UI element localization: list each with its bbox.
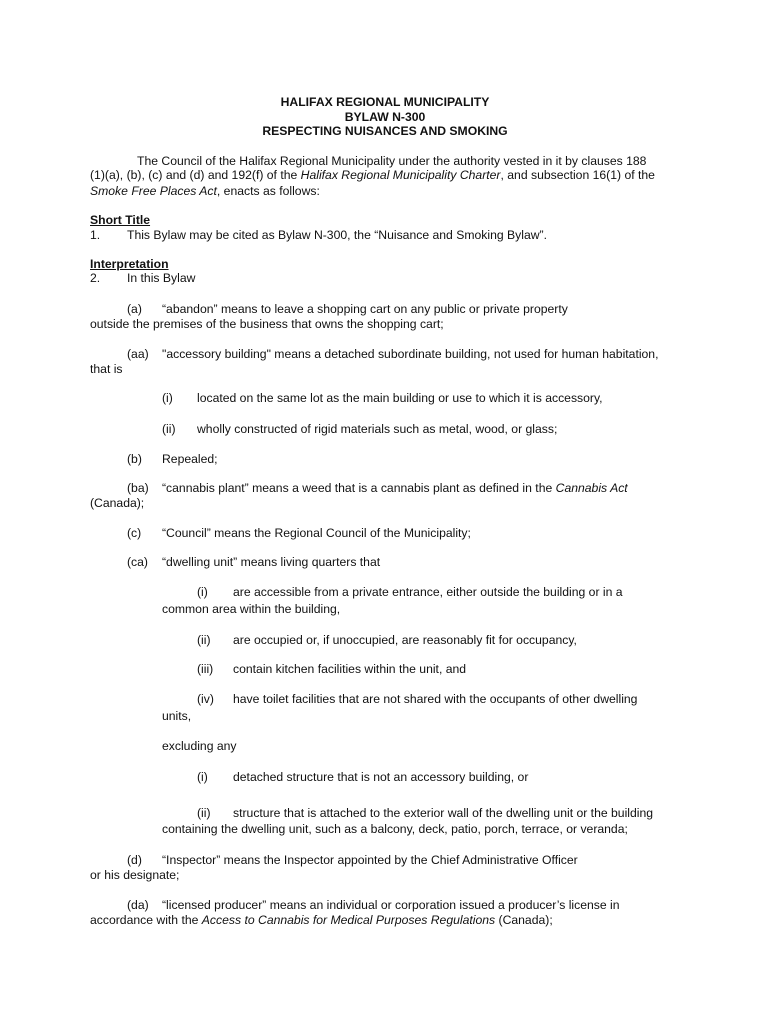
preamble-line-2: (1)(a), (b), (c) and (d) and 192(f) of the Halifax Regional Municipality Charter, and subsection 16(1) of the bbox=[90, 168, 655, 182]
def-d-line-1: “Inspector” means the Inspector appointed by the Chief Administrative Officer bbox=[162, 853, 578, 867]
section-2-number: 2. bbox=[90, 271, 101, 285]
def-aa-label: (aa) bbox=[127, 347, 149, 361]
def-ca-text: “dwelling unit” means living quarters that bbox=[162, 555, 381, 569]
def-ca-iv-line-2: units, bbox=[162, 709, 192, 723]
excl-ii-line-1: structure that is attached to the exterior wall of the dwelling unit or the building bbox=[233, 806, 654, 820]
excl-i-label: (i) bbox=[197, 770, 208, 784]
def-ca-ii-text: are occupied or, if unoccupied, are reasonably fit for occupancy, bbox=[233, 633, 577, 647]
def-aa-ii-label: (ii) bbox=[162, 422, 176, 436]
def-b-label: (b) bbox=[127, 452, 142, 466]
section-2-text: In this Bylaw bbox=[127, 271, 196, 285]
short-title-heading: Short Title bbox=[90, 213, 151, 227]
section-1-number: 1. bbox=[90, 228, 101, 242]
def-a-label: (a) bbox=[127, 302, 142, 316]
def-aa-i-text: located on the same lot as the main building or use to which it is accessory, bbox=[197, 391, 603, 405]
excl-ii-label: (ii) bbox=[197, 806, 211, 820]
def-ca-iii-text: contain kitchen facilities within the unit, and bbox=[233, 662, 467, 676]
def-da-line-2: accordance with the Access to Cannabis for Medical Purposes Regulations (Canada); bbox=[90, 913, 553, 927]
def-c-label: (c) bbox=[127, 526, 142, 540]
def-d-line-2: or his designate; bbox=[90, 868, 180, 882]
interpretation-heading: Interpretation bbox=[90, 257, 169, 271]
def-ca-iv-label: (iv) bbox=[197, 692, 214, 706]
preamble-line-1: The Council of the Halifax Regional Municipality under the authority vested in it by clauses 188 bbox=[137, 154, 647, 168]
def-da-line-1: “licensed producer” means an individual or corporation issued a producer’s license in bbox=[162, 898, 620, 912]
def-aa-ii-text: wholly constructed of rigid materials such as metal, wood, or glass; bbox=[197, 422, 558, 436]
def-ba-line-1: “cannabis plant” means a weed that is a cannabis plant as defined in the Cannabis Act bbox=[162, 481, 628, 495]
def-aa-line-1: "accessory building" means a detached subordinate building, not used for human habitation, bbox=[162, 347, 659, 361]
bylaw-heading-number: BYLAW N-300 bbox=[344, 110, 426, 124]
def-ca-iv-line-1: have toilet facilities that are not shared with the occupants of other dwelling bbox=[233, 692, 638, 706]
def-d-label: (d) bbox=[127, 853, 142, 867]
excluding-any-text: excluding any bbox=[162, 739, 237, 753]
def-aa-i-label: (i) bbox=[162, 391, 173, 405]
def-da-label: (da) bbox=[127, 898, 149, 912]
def-a-line-2: outside the premises of the business that owns the shopping cart; bbox=[90, 317, 444, 331]
bylaw-heading-municipality: HALIFAX REGIONAL MUNICIPALITY bbox=[280, 95, 490, 109]
def-ca-label: (ca) bbox=[127, 555, 148, 569]
def-ba-line-2: (Canada); bbox=[90, 496, 145, 510]
def-aa-line-2: that is bbox=[90, 362, 123, 376]
def-ca-i-label: (i) bbox=[197, 585, 208, 599]
def-b-text: Repealed; bbox=[162, 452, 218, 466]
def-ba-label: (ba) bbox=[127, 481, 149, 495]
bylaw-heading-title: RESPECTING NUISANCES AND SMOKING bbox=[262, 124, 508, 138]
excl-ii-line-2: containing the dwelling unit, such as a balcony, deck, patio, porch, terrace, or veranda; bbox=[162, 822, 628, 836]
def-a-line-1: “abandon” means to leave a shopping cart on any public or private property bbox=[162, 302, 568, 316]
def-c-text: “Council” means the Regional Council of the Municipality; bbox=[162, 526, 471, 540]
def-ca-i-line-2: common area within the building, bbox=[162, 602, 341, 616]
preamble-line-3: Smoke Free Places Act, enacts as follows: bbox=[90, 184, 320, 198]
excl-i-text: detached structure that is not an accessory building, or bbox=[233, 770, 529, 784]
def-ca-ii-label: (ii) bbox=[197, 633, 211, 647]
section-1-text: This Bylaw may be cited as Bylaw N-300, the “Nuisance and Smoking Bylaw”. bbox=[127, 228, 547, 242]
def-ca-iii-label: (iii) bbox=[197, 662, 214, 676]
def-ca-i-line-1: are accessible from a private entrance, either outside the building or in a bbox=[233, 585, 623, 599]
